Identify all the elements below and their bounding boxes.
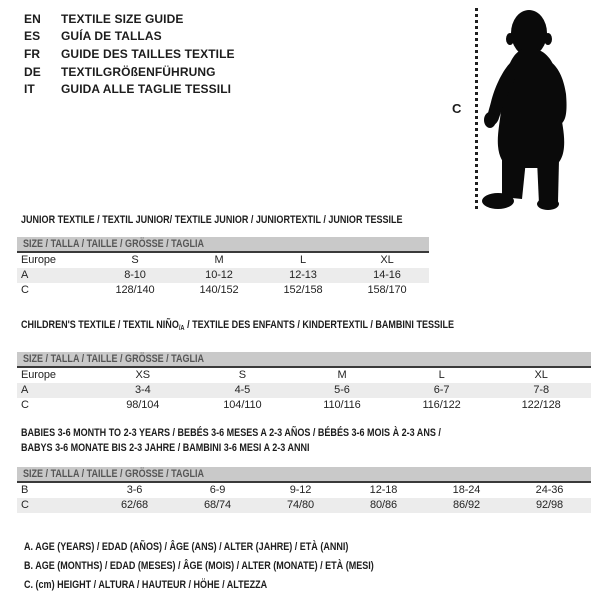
language-code: EN <box>24 11 41 26</box>
size-value: 14-16 <box>373 269 401 281</box>
table-row <box>17 253 429 268</box>
size-value: 62/68 <box>120 499 149 511</box>
language-row <box>24 63 235 81</box>
legend-notes <box>24 538 451 595</box>
table-rows <box>17 483 591 513</box>
size-value: 24-36 <box>535 484 564 496</box>
size-value: 9-12 <box>289 484 312 496</box>
row-label: Europe <box>21 254 56 266</box>
table-rows <box>17 253 429 298</box>
size-value: 152/158 <box>283 284 323 296</box>
size-value: 80/86 <box>369 499 398 511</box>
size-header-bar <box>17 467 591 483</box>
table-title-text: BABYS 3-6 MONATE BIS 2-3 JAHRE / BAMBINI 3-6 MESI A 2-3 ANNI <box>21 441 310 454</box>
size-value: 3-6 <box>126 484 143 496</box>
size-value: 92/98 <box>535 499 564 511</box>
table-rows <box>17 368 591 413</box>
language-row <box>24 28 235 46</box>
junior-textile-table <box>17 214 429 298</box>
language-title: TEXTILGRÖßENFÜHRUNG <box>61 64 216 79</box>
size-value: 12-13 <box>289 269 317 281</box>
table-row <box>17 268 429 283</box>
size-value: 3-4 <box>134 384 151 396</box>
size-value: XS <box>135 369 151 381</box>
size-value: L <box>438 369 445 381</box>
table-title <box>17 319 591 335</box>
row-label: C <box>21 499 29 511</box>
table-title-line <box>21 426 488 441</box>
size-value: 12-18 <box>369 484 398 496</box>
size-value: 86/92 <box>452 499 481 511</box>
size-value: M <box>337 369 347 381</box>
language-title: TEXTILE SIZE GUIDE <box>61 11 184 26</box>
table-title-text: BABIES 3-6 MONTH TO 2-3 YEARS / BEBÉS 3-6 MESES A 2-3 AÑOS / BÉBÉS 3-6 MOIS À 2-3 ANS / <box>21 427 441 439</box>
row-label: A <box>21 269 29 281</box>
table-title-line <box>21 214 403 227</box>
language-list <box>24 10 235 98</box>
size-value: 10-12 <box>205 269 233 281</box>
size-value: 122/128 <box>521 399 561 411</box>
size-value: 8-10 <box>124 269 146 281</box>
baby-figure <box>450 0 600 216</box>
table-row <box>17 498 591 513</box>
table-row <box>17 283 429 298</box>
table-title-text: /A <box>178 325 185 332</box>
size-value: 4-5 <box>234 384 251 396</box>
table-title <box>17 214 429 227</box>
row-label: B <box>21 484 29 496</box>
size-value: L <box>299 254 307 266</box>
language-title: GUIDA ALLE TAGLIE TESSILI <box>61 82 232 97</box>
size-value: XL <box>534 369 548 381</box>
size-value: 104/110 <box>223 399 262 411</box>
size-value: S <box>238 369 247 381</box>
language-row <box>24 10 235 28</box>
childrens-textile-table <box>17 319 591 413</box>
table-row <box>17 368 591 383</box>
size-value: M <box>214 254 224 266</box>
table-title-text: / TEXTILE DES ENFANTS / KINDERTEXTIL / BAMBINI TESSILE <box>184 319 455 331</box>
size-value: 110/116 <box>323 399 361 411</box>
size-header-label: SIZE / TALLA / TAILLE / GRÖSSE / TAGLIA <box>23 468 205 480</box>
size-value: 128/140 <box>115 284 155 296</box>
language-title: GUÍA DE TALLAS <box>61 29 162 44</box>
size-value: 5-6 <box>334 384 350 396</box>
size-value: 140/152 <box>199 284 239 296</box>
table-row <box>17 483 591 498</box>
table-title <box>17 426 591 455</box>
row-label: C <box>21 399 29 411</box>
size-value: 6-7 <box>433 384 450 396</box>
row-label: A <box>21 384 29 396</box>
language-code: ES <box>24 29 41 44</box>
row-label: C <box>21 284 29 296</box>
size-value: 18-24 <box>452 484 481 496</box>
size-value: XL <box>380 254 394 266</box>
language-code: FR <box>24 46 41 61</box>
row-label: Europe <box>21 369 56 381</box>
baby-silhouette-icon <box>480 2 592 213</box>
table-row <box>17 383 591 398</box>
size-header-bar <box>17 237 429 253</box>
table-title-line <box>21 441 488 456</box>
height-measure-label: C <box>452 101 462 116</box>
size-header-label: SIZE / TALLA / TAILLE / GRÖSSE / TAGLIA <box>23 353 205 365</box>
table-row <box>17 398 591 413</box>
size-value: 116/122 <box>422 399 461 411</box>
table-title-text: JUNIOR TEXTILE / TEXTIL JUNIOR/ TEXTILE JUNIOR / JUNIORTEXTIL / JUNIOR TESSILE <box>21 214 403 226</box>
language-code: DE <box>24 64 41 79</box>
size-header-label: SIZE / TALLA / TAILLE / GRÖSSE / TAGLIA <box>23 238 205 250</box>
size-value: 74/80 <box>286 499 315 511</box>
size-value: 68/74 <box>203 499 232 511</box>
language-code: IT <box>24 82 35 97</box>
language-title: GUIDE DES TAILLES TEXTILE <box>61 46 235 61</box>
language-row <box>24 80 235 98</box>
table-title-text: CHILDREN'S TEXTILE / TEXTIL NIÑO <box>21 319 179 331</box>
language-row <box>24 45 235 63</box>
legend-note: A. AGE (YEARS) / EDAD (AÑOS) / ÂGE (ANS) / ALTER (JAHRE) / ETÀ (ANNI) <box>24 541 349 553</box>
legend-note: C. (cm) HEIGHT / ALTURA / HAUTEUR / HÖHE / ALTEZZA <box>24 579 268 591</box>
size-header-bar <box>17 352 591 368</box>
size-value: 98/104 <box>126 399 160 411</box>
size-value: 158/170 <box>367 284 407 296</box>
legend-note: B. AGE (MONTHS) / EDAD (MESES) / ÂGE (MOIS) / ALTER (MONATE) / ETÀ (MESI) <box>24 560 374 572</box>
size-value: S <box>131 254 139 266</box>
table-title-line <box>21 319 488 335</box>
size-value: 7-8 <box>533 384 549 396</box>
size-value: 6-9 <box>209 484 226 496</box>
height-measure-line <box>475 8 478 209</box>
babies-textile-table <box>17 426 591 513</box>
